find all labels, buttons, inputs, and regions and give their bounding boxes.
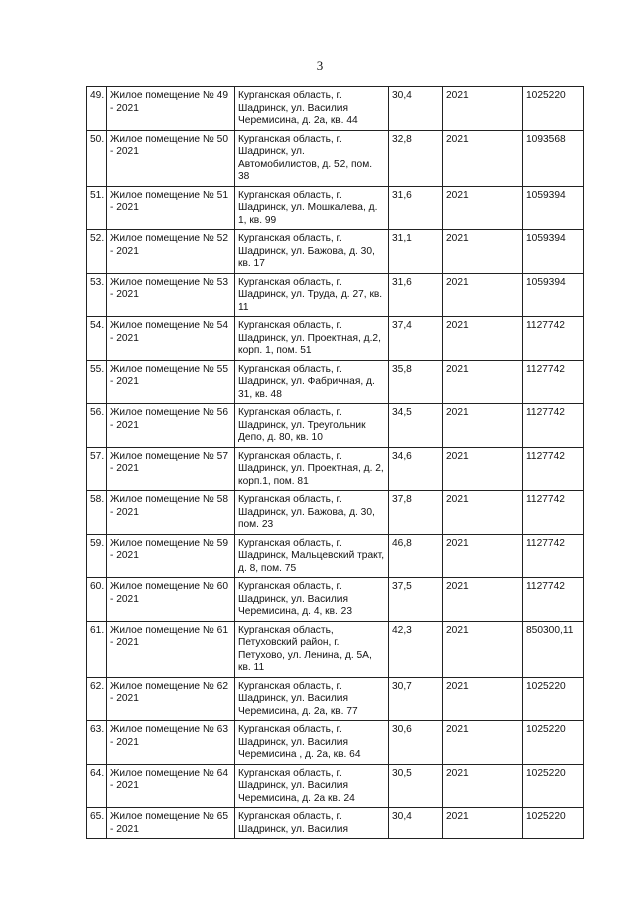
property-name: Жилое помещение № 63 - 2021 — [107, 721, 235, 765]
table-row — [87, 273, 584, 317]
property-name: Жилое помещение № 52 - 2021 — [107, 230, 235, 274]
table-row — [87, 447, 584, 491]
row-number: 51. — [87, 186, 107, 230]
property-address: Курганская область, г. Шадринск, ул. Бажова, д. 30, кв. 17 — [235, 230, 389, 274]
property-area: 35,8 — [389, 360, 443, 404]
row-number: 62. — [87, 677, 107, 721]
row-number: 54. — [87, 317, 107, 361]
property-name: Жилое помещение № 64 - 2021 — [107, 764, 235, 808]
property-cost: 1025220 — [523, 677, 584, 721]
row-number: 55. — [87, 360, 107, 404]
table-row — [87, 491, 584, 535]
property-area: 30,4 — [389, 87, 443, 131]
table-row — [87, 764, 584, 808]
property-area: 31,6 — [389, 186, 443, 230]
row-number: 57. — [87, 447, 107, 491]
property-cost: 1059394 — [523, 230, 584, 274]
property-year: 2021 — [443, 764, 523, 808]
property-year: 2021 — [443, 186, 523, 230]
table-row — [87, 130, 584, 186]
property-address: Курганская область, Петуховский район, г. Петухово, ул. Ленина, д. 5А, кв. 11 — [235, 621, 389, 677]
property-cost: 1127742 — [523, 404, 584, 448]
property-address: Курганская область, г. Шадринск, Мальцевский тракт, д. 8, пом. 75 — [235, 534, 389, 578]
property-year: 2021 — [443, 621, 523, 677]
page-number: 3 — [316, 58, 324, 73]
property-name: Жилое помещение № 54 - 2021 — [107, 317, 235, 361]
property-area: 32,8 — [389, 130, 443, 186]
property-name: Жилое помещение № 49 - 2021 — [107, 87, 235, 131]
property-address: Курганская область, г. Шадринск, ул. Василия Черемисина, д. 2а, кв. 44 — [235, 87, 389, 131]
property-year: 2021 — [443, 447, 523, 491]
property-cost: 1127742 — [523, 360, 584, 404]
row-number: 60. — [87, 578, 107, 622]
property-area: 30,7 — [389, 677, 443, 721]
property-cost: 1127742 — [523, 534, 584, 578]
row-number: 64. — [87, 764, 107, 808]
property-name: Жилое помещение № 57 - 2021 — [107, 447, 235, 491]
property-year: 2021 — [443, 534, 523, 578]
property-table — [86, 86, 584, 839]
property-address: Курганская область, г. Шадринск, ул. Василия Черемисина, д. 2а кв. 24 — [235, 764, 389, 808]
property-name: Жилое помещение № 65 - 2021 — [107, 808, 235, 839]
table-row — [87, 677, 584, 721]
property-cost: 1059394 — [523, 186, 584, 230]
row-number: 53. — [87, 273, 107, 317]
property-cost: 1025220 — [523, 808, 584, 839]
property-year: 2021 — [443, 317, 523, 361]
property-name: Жилое помещение № 60 - 2021 — [107, 578, 235, 622]
property-year: 2021 — [443, 491, 523, 535]
property-address: Курганская область, г. Шадринск, ул. Бажова, д. 30, пом. 23 — [235, 491, 389, 535]
property-year: 2021 — [443, 130, 523, 186]
property-area: 37,5 — [389, 578, 443, 622]
property-area: 31,1 — [389, 230, 443, 274]
property-area: 30,6 — [389, 721, 443, 765]
row-number: 59. — [87, 534, 107, 578]
property-area: 37,8 — [389, 491, 443, 535]
property-year: 2021 — [443, 87, 523, 131]
row-number: 50. — [87, 130, 107, 186]
table-row — [87, 230, 584, 274]
table-row — [87, 534, 584, 578]
property-year: 2021 — [443, 230, 523, 274]
property-year: 2021 — [443, 404, 523, 448]
property-address: Курганская область, г. Шадринск, ул. Мошкалева, д. 1, кв. 99 — [235, 186, 389, 230]
table-row — [87, 87, 584, 131]
property-name: Жилое помещение № 53 - 2021 — [107, 273, 235, 317]
row-number: 63. — [87, 721, 107, 765]
property-address: Курганская область, г. Шадринск, ул. Василия Черемисина, д. 2а, кв. 77 — [235, 677, 389, 721]
table-row — [87, 404, 584, 448]
property-area: 30,5 — [389, 764, 443, 808]
property-area: 31,6 — [389, 273, 443, 317]
property-address: Курганская область, г. Шадринск, ул. Труда, д. 27, кв. 11 — [235, 273, 389, 317]
property-name: Жилое помещение № 62 - 2021 — [107, 677, 235, 721]
property-year: 2021 — [443, 360, 523, 404]
property-address: Курганская область, г. Шадринск, ул. Василия Черемисина, д. 4, кв. 23 — [235, 578, 389, 622]
table-row — [87, 317, 584, 361]
property-name: Жилое помещение № 55 - 2021 — [107, 360, 235, 404]
property-cost: 1127742 — [523, 578, 584, 622]
property-cost: 1127742 — [523, 317, 584, 361]
property-name: Жилое помещение № 51 - 2021 — [107, 186, 235, 230]
property-area: 34,6 — [389, 447, 443, 491]
property-area: 46,8 — [389, 534, 443, 578]
table-row — [87, 186, 584, 230]
table-row — [87, 808, 584, 839]
property-name: Жилое помещение № 50 - 2021 — [107, 130, 235, 186]
table-row — [87, 721, 584, 765]
table-row — [87, 578, 584, 622]
property-name: Жилое помещение № 56 - 2021 — [107, 404, 235, 448]
property-year: 2021 — [443, 273, 523, 317]
property-year: 2021 — [443, 721, 523, 765]
property-area: 42,3 — [389, 621, 443, 677]
row-number: 61. — [87, 621, 107, 677]
property-cost: 1025220 — [523, 764, 584, 808]
property-address: Курганская область, г. Шадринск, ул. Автомобилистов, д. 52, пом. 38 — [235, 130, 389, 186]
property-cost: 1127742 — [523, 491, 584, 535]
property-cost: 1025220 — [523, 87, 584, 131]
property-cost: 1127742 — [523, 447, 584, 491]
row-number: 56. — [87, 404, 107, 448]
row-number: 52. — [87, 230, 107, 274]
table-row — [87, 621, 584, 677]
property-year: 2021 — [443, 677, 523, 721]
property-name: Жилое помещение № 58 - 2021 — [107, 491, 235, 535]
row-number: 58. — [87, 491, 107, 535]
property-cost: 1025220 — [523, 721, 584, 765]
property-address: Курганская область, г. Шадринск, ул. Фабричная, д. 31, кв. 48 — [235, 360, 389, 404]
property-cost: 1093568 — [523, 130, 584, 186]
property-name: Жилое помещение № 59 - 2021 — [107, 534, 235, 578]
property-address: Курганская область, г. Шадринск, ул. Треугольник Депо, д. 80, кв. 10 — [235, 404, 389, 448]
property-address: Курганская область, г. Шадринск, ул. Проектная, д.2, корп. 1, пом. 51 — [235, 317, 389, 361]
property-year: 2021 — [443, 578, 523, 622]
property-area: 30,4 — [389, 808, 443, 839]
property-area: 37,4 — [389, 317, 443, 361]
property-area: 34,5 — [389, 404, 443, 448]
row-number: 49. — [87, 87, 107, 131]
property-address: Курганская область, г. Шадринск, ул. Проектная, д. 2, корп.1, пом. 81 — [235, 447, 389, 491]
property-address: Курганская область, г. Шадринск, ул. Василия Черемисина , д. 2а, кв. 64 — [235, 721, 389, 765]
property-address: Курганская область, г. Шадринск, ул. Василия — [235, 808, 389, 839]
property-name: Жилое помещение № 61 - 2021 — [107, 621, 235, 677]
table-row — [87, 360, 584, 404]
property-year: 2021 — [443, 808, 523, 839]
property-cost: 1059394 — [523, 273, 584, 317]
row-number: 65. — [87, 808, 107, 839]
property-cost: 850300,11 — [523, 621, 584, 677]
